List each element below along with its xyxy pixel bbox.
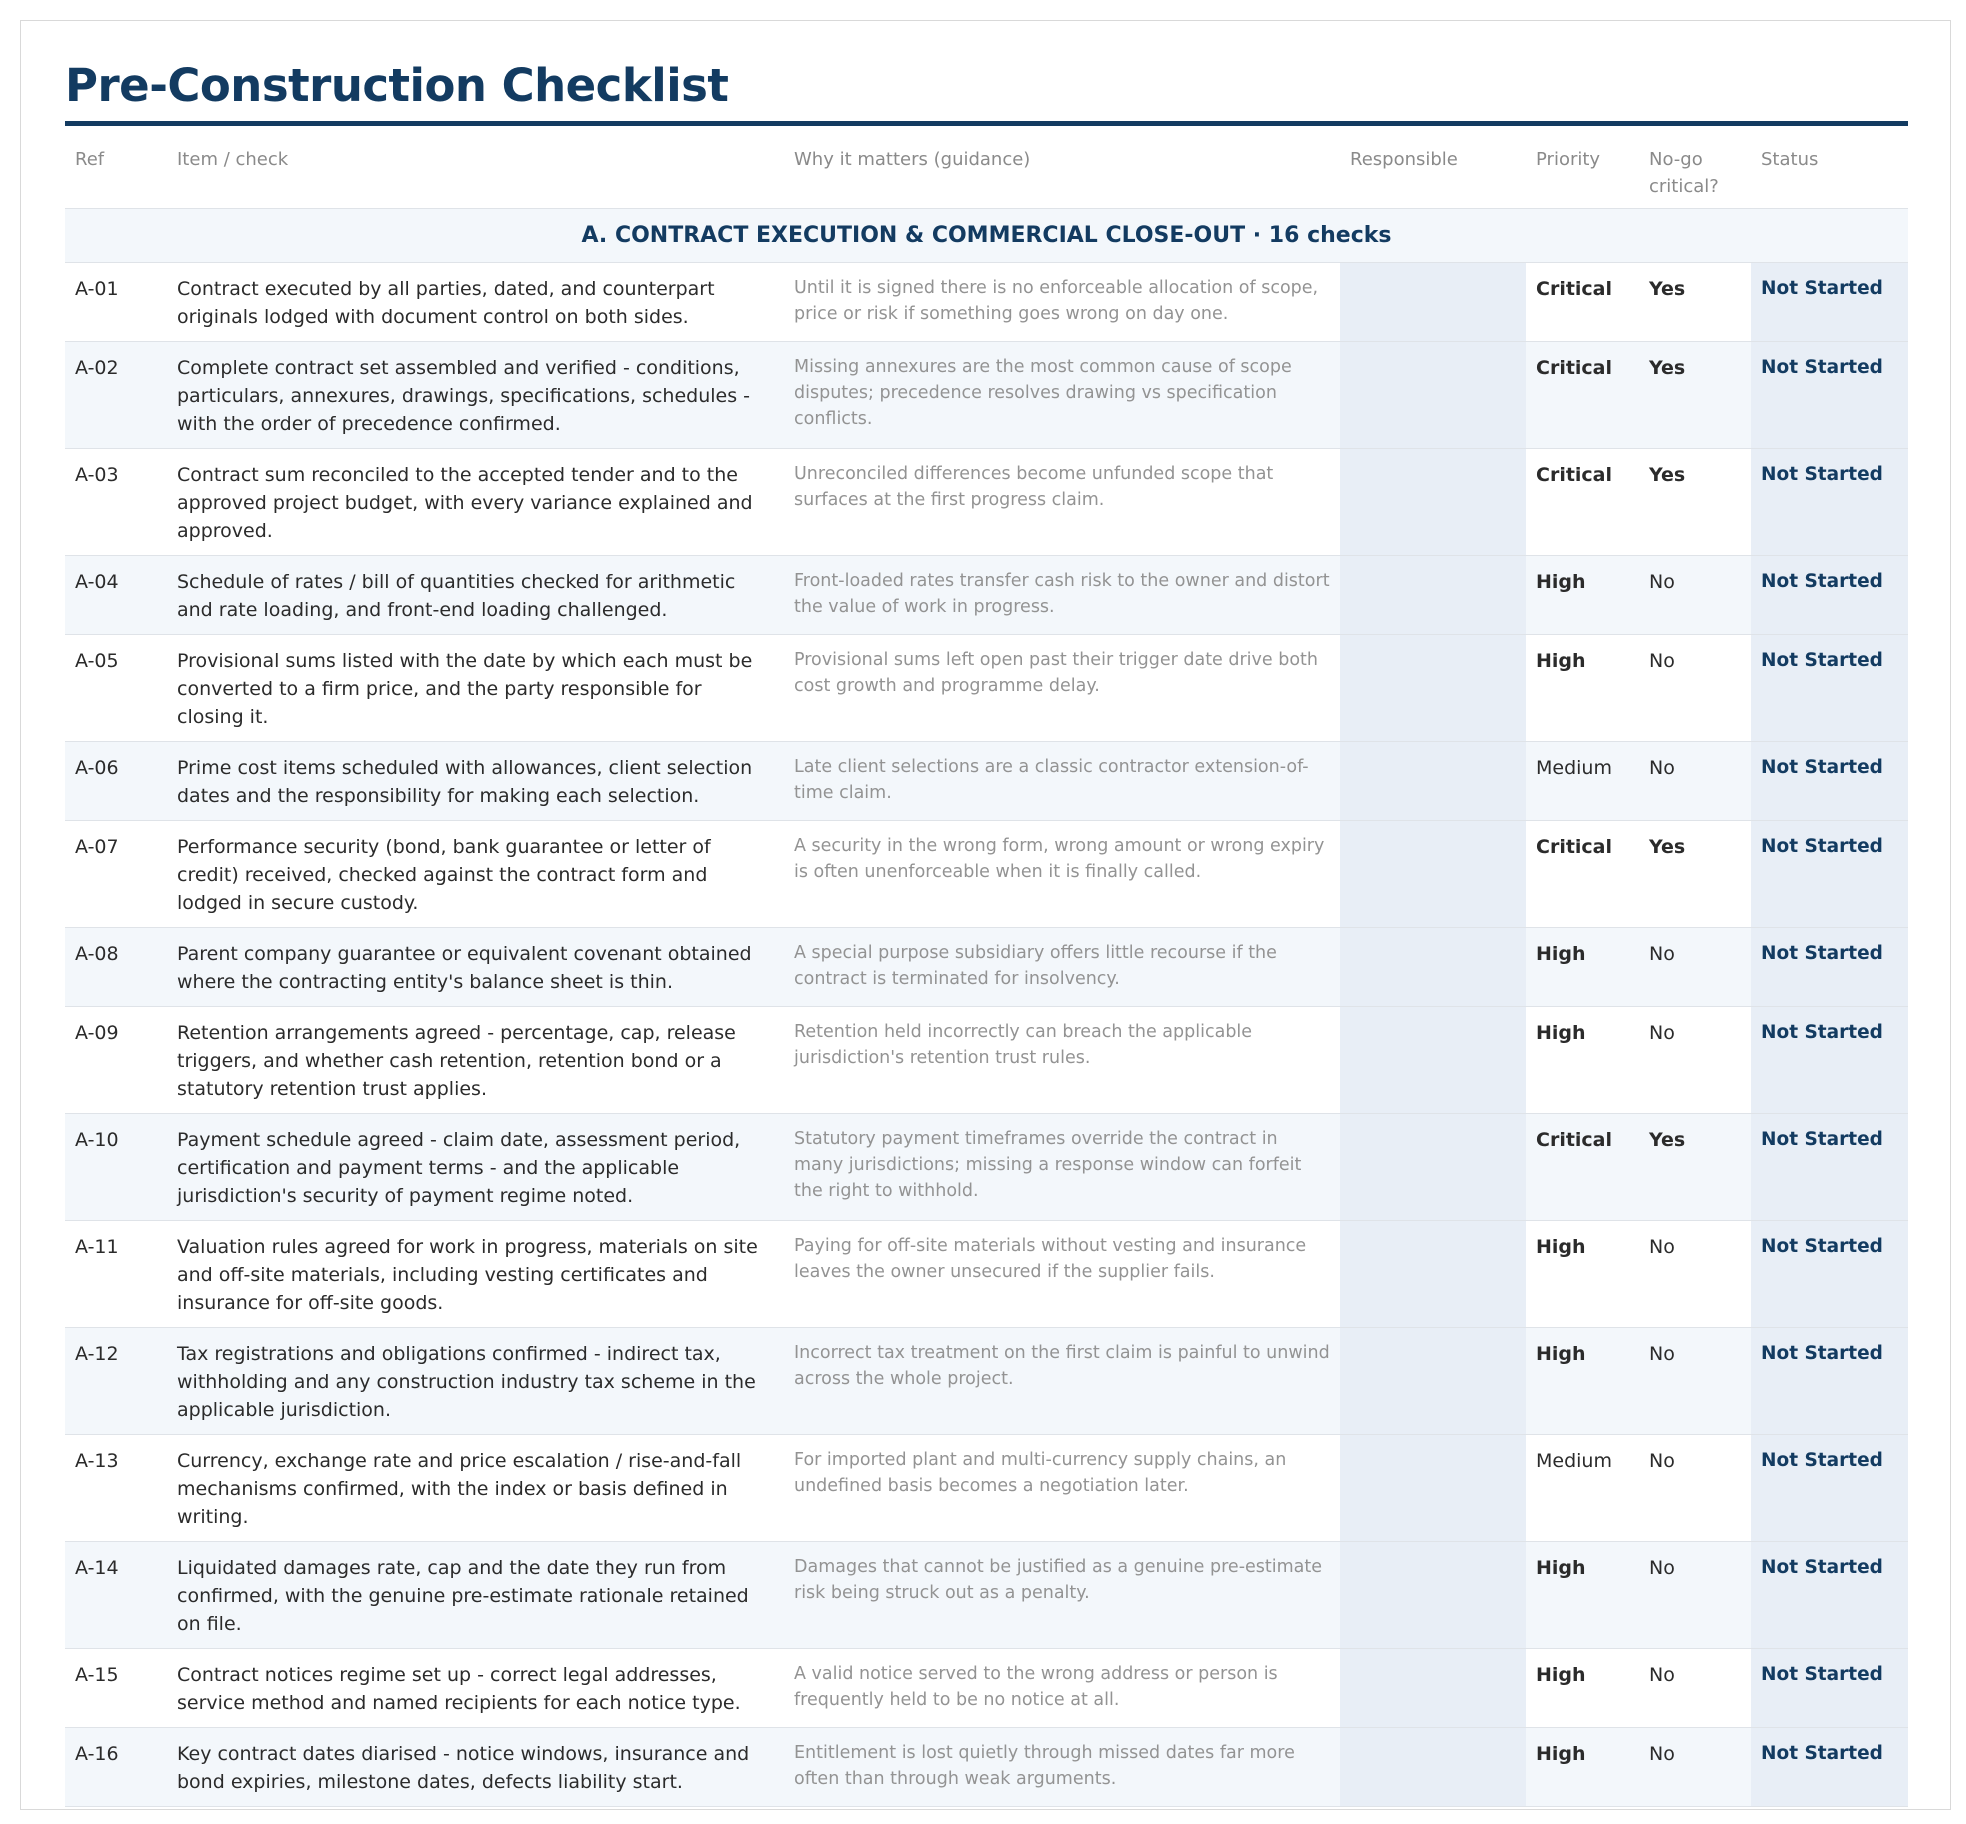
row-guidance: Front-loaded rates transfer cash risk to the owner and distort the value of work in progress.	[784, 555, 1340, 634]
row-nogo-critical: No	[1639, 741, 1751, 820]
row-responsible-cell[interactable]	[1340, 1327, 1526, 1434]
row-ref: A-03	[65, 448, 167, 555]
table-row	[65, 741, 1908, 820]
row-ref: A-10	[65, 1113, 167, 1220]
table-row	[65, 927, 1908, 1006]
table-row	[65, 448, 1908, 555]
row-priority: Medium	[1526, 1434, 1639, 1541]
row-guidance: For imported plant and multi-currency supply chains, an undefined basis becomes a negotiation later.	[784, 1434, 1340, 1541]
table-row	[65, 1327, 1908, 1434]
row-responsible-cell[interactable]	[1340, 741, 1526, 820]
row-nogo-critical: Yes	[1639, 448, 1751, 555]
row-item-check: Retention arrangements agreed - percentage, cap, release triggers, and whether cash retention, retention bond or a statutory retention trust applies.	[167, 1006, 784, 1113]
row-item-check: Schedule of rates / bill of quantities checked for arithmetic and rate loading, and front-end loading challenged.	[167, 555, 784, 634]
row-item-check: Tax registrations and obligations confirmed - indirect tax, withholding and any construction industry tax scheme in the applicable jurisdiction.	[167, 1327, 784, 1434]
row-ref: A-11	[65, 1220, 167, 1327]
row-priority: Critical	[1526, 262, 1639, 341]
row-guidance: Incorrect tax treatment on the first claim is painful to unwind across the whole project.	[784, 1327, 1340, 1434]
table-header-row	[65, 126, 1908, 208]
row-item-check: Contract sum reconciled to the accepted tender and to the approved project budget, with every variance explained and approved.	[167, 448, 784, 555]
row-responsible-cell[interactable]	[1340, 1220, 1526, 1327]
col-header-responsible: Responsible	[1340, 126, 1526, 208]
row-nogo-critical: Yes	[1639, 1113, 1751, 1220]
row-nogo-critical: Yes	[1639, 262, 1751, 341]
row-guidance: Missing annexures are the most common cause of scope disputes; precedence resolves drawing vs specification conflicts.	[784, 341, 1340, 448]
table-row	[65, 1434, 1908, 1541]
row-nogo-critical: Yes	[1639, 820, 1751, 927]
row-nogo-critical: No	[1639, 1327, 1751, 1434]
row-responsible-cell[interactable]	[1340, 341, 1526, 448]
row-nogo-critical: No	[1639, 1541, 1751, 1648]
row-ref: A-16	[65, 1727, 167, 1806]
row-priority: High	[1526, 1006, 1639, 1113]
col-header-ref: Ref	[65, 126, 167, 208]
row-nogo-critical: Yes	[1639, 341, 1751, 448]
row-guidance: Paying for off-site materials without vesting and insurance leaves the owner unsecured if the supplier fails.	[784, 1220, 1340, 1327]
row-item-check: Prime cost items scheduled with allowances, client selection dates and the responsibility for making each selection.	[167, 741, 784, 820]
table-row	[65, 341, 1908, 448]
row-nogo-critical: No	[1639, 1006, 1751, 1113]
row-status: Not Started	[1751, 1648, 1908, 1727]
row-guidance: Provisional sums left open past their trigger date drive both cost growth and programme delay.	[784, 634, 1340, 741]
row-priority: High	[1526, 1541, 1639, 1648]
row-priority: Critical	[1526, 1113, 1639, 1220]
table-row	[65, 820, 1908, 927]
row-ref: A-05	[65, 634, 167, 741]
row-responsible-cell[interactable]	[1340, 1434, 1526, 1541]
table-row	[65, 1541, 1908, 1648]
row-status: Not Started	[1751, 1113, 1908, 1220]
row-guidance: A valid notice served to the wrong address or person is frequently held to be no notice at all.	[784, 1648, 1340, 1727]
row-responsible-cell[interactable]	[1340, 555, 1526, 634]
checklist-table	[65, 126, 1908, 1807]
row-guidance: Entitlement is lost quietly through missed dates far more often than through weak arguments.	[784, 1727, 1340, 1806]
row-priority: Critical	[1526, 448, 1639, 555]
row-guidance: Statutory payment timeframes override the contract in many jurisdictions; missing a response window can forfeit the right to withhold.	[784, 1113, 1340, 1220]
row-nogo-critical: No	[1639, 1727, 1751, 1806]
section-header-row	[65, 208, 1908, 262]
table-row	[65, 1113, 1908, 1220]
table-row	[65, 1727, 1908, 1806]
row-status: Not Started	[1751, 741, 1908, 820]
row-status: Not Started	[1751, 1727, 1908, 1806]
row-responsible-cell[interactable]	[1340, 1648, 1526, 1727]
row-guidance: Retention held incorrectly can breach the applicable jurisdiction's retention trust rules.	[784, 1006, 1340, 1113]
checklist-sheet	[20, 20, 1951, 1810]
row-priority: Critical	[1526, 820, 1639, 927]
row-nogo-critical: No	[1639, 634, 1751, 741]
table-row	[65, 262, 1908, 341]
row-responsible-cell[interactable]	[1340, 1541, 1526, 1648]
row-priority: High	[1526, 1648, 1639, 1727]
row-ref: A-04	[65, 555, 167, 634]
row-status: Not Started	[1751, 1220, 1908, 1327]
row-item-check: Performance security (bond, bank guarantee or letter of credit) received, checked against the contract form and lodged in secure custody.	[167, 820, 784, 927]
table-row	[65, 634, 1908, 741]
row-nogo-critical: No	[1639, 1220, 1751, 1327]
row-priority: High	[1526, 555, 1639, 634]
row-responsible-cell[interactable]	[1340, 820, 1526, 927]
row-item-check: Contract notices regime set up - correct legal addresses, service method and named recipients for each notice type.	[167, 1648, 784, 1727]
row-guidance: Late client selections are a classic contractor extension-of-time claim.	[784, 741, 1340, 820]
row-status: Not Started	[1751, 555, 1908, 634]
row-nogo-critical: No	[1639, 555, 1751, 634]
row-status: Not Started	[1751, 448, 1908, 555]
row-ref: A-09	[65, 1006, 167, 1113]
row-status: Not Started	[1751, 1434, 1908, 1541]
row-responsible-cell[interactable]	[1340, 1113, 1526, 1220]
row-item-check: Provisional sums listed with the date by which each must be converted to a firm price, and the party responsible for closing it.	[167, 634, 784, 741]
table-row	[65, 1648, 1908, 1727]
row-ref: A-15	[65, 1648, 167, 1727]
row-guidance: A special purpose subsidiary offers little recourse if the contract is terminated for insolvency.	[784, 927, 1340, 1006]
row-priority: High	[1526, 927, 1639, 1006]
row-nogo-critical: No	[1639, 927, 1751, 1006]
row-guidance: Unreconciled differences become unfunded scope that surfaces at the first progress claim.	[784, 448, 1340, 555]
row-ref: A-12	[65, 1327, 167, 1434]
row-status: Not Started	[1751, 820, 1908, 927]
row-guidance: Until it is signed there is no enforceable allocation of scope, price or risk if something goes wrong on day one.	[784, 262, 1340, 341]
row-guidance: Damages that cannot be justified as a genuine pre-estimate risk being struck out as a penalty.	[784, 1541, 1340, 1648]
row-priority: High	[1526, 1327, 1639, 1434]
row-responsible-cell[interactable]	[1340, 448, 1526, 555]
row-responsible-cell[interactable]	[1340, 1727, 1526, 1806]
row-item-check: Complete contract set assembled and verified - conditions, particulars, annexures, drawings, specifications, schedules - with the order of precedence confirmed.	[167, 341, 784, 448]
row-item-check: Currency, exchange rate and price escalation / rise-and-fall mechanisms confirmed, with the index or basis defined in writing.	[167, 1434, 784, 1541]
row-item-check: Payment schedule agreed - claim date, assessment period, certification and payment terms - and the applicable jurisdiction's security of payment regime noted.	[167, 1113, 784, 1220]
col-header-item: Item / check	[167, 126, 784, 208]
row-guidance: A security in the wrong form, wrong amount or wrong expiry is often unenforceable when it is finally called.	[784, 820, 1340, 927]
row-status: Not Started	[1751, 262, 1908, 341]
table-row	[65, 555, 1908, 634]
row-ref: A-06	[65, 741, 167, 820]
row-responsible-cell[interactable]	[1340, 927, 1526, 1006]
col-header-status: Status	[1751, 126, 1908, 208]
page-title: Pre-Construction Checklist	[65, 59, 729, 112]
col-header-nogo: No-go critical?	[1639, 126, 1751, 208]
row-priority: High	[1526, 1220, 1639, 1327]
section-title: A. CONTRACT EXECUTION & COMMERCIAL CLOSE-OUT · 16 checks	[65, 208, 1908, 262]
row-item-check: Key contract dates diarised - notice windows, insurance and bond expiries, milestone dates, defects liability start.	[167, 1727, 784, 1806]
row-item-check: Valuation rules agreed for work in progress, materials on site and off-site materials, including vesting certificates and insurance for off-site goods.	[167, 1220, 784, 1327]
row-responsible-cell[interactable]	[1340, 262, 1526, 341]
row-ref: A-01	[65, 262, 167, 341]
row-ref: A-07	[65, 820, 167, 927]
table-row	[65, 1220, 1908, 1327]
col-header-priority: Priority	[1526, 126, 1639, 208]
row-status: Not Started	[1751, 1541, 1908, 1648]
row-nogo-critical: No	[1639, 1648, 1751, 1727]
row-status: Not Started	[1751, 341, 1908, 448]
row-priority: High	[1526, 634, 1639, 741]
row-priority: Critical	[1526, 341, 1639, 448]
row-responsible-cell[interactable]	[1340, 1006, 1526, 1113]
row-status: Not Started	[1751, 634, 1908, 741]
row-priority: High	[1526, 1727, 1639, 1806]
row-status: Not Started	[1751, 927, 1908, 1006]
row-nogo-critical: No	[1639, 1434, 1751, 1541]
col-header-guidance: Why it matters (guidance)	[784, 126, 1340, 208]
row-item-check: Contract executed by all parties, dated, and counterpart originals lodged with document control on both sides.	[167, 262, 784, 341]
row-ref: A-14	[65, 1541, 167, 1648]
row-item-check: Parent company guarantee or equivalent covenant obtained where the contracting entity's balance sheet is thin.	[167, 927, 784, 1006]
row-ref: A-13	[65, 1434, 167, 1541]
row-status: Not Started	[1751, 1327, 1908, 1434]
row-item-check: Liquidated damages rate, cap and the date they run from confirmed, with the genuine pre-estimate rationale retained on file.	[167, 1541, 784, 1648]
row-status: Not Started	[1751, 1006, 1908, 1113]
row-responsible-cell[interactable]	[1340, 634, 1526, 741]
row-ref: A-02	[65, 341, 167, 448]
row-priority: Medium	[1526, 741, 1639, 820]
table-row	[65, 1006, 1908, 1113]
row-ref: A-08	[65, 927, 167, 1006]
